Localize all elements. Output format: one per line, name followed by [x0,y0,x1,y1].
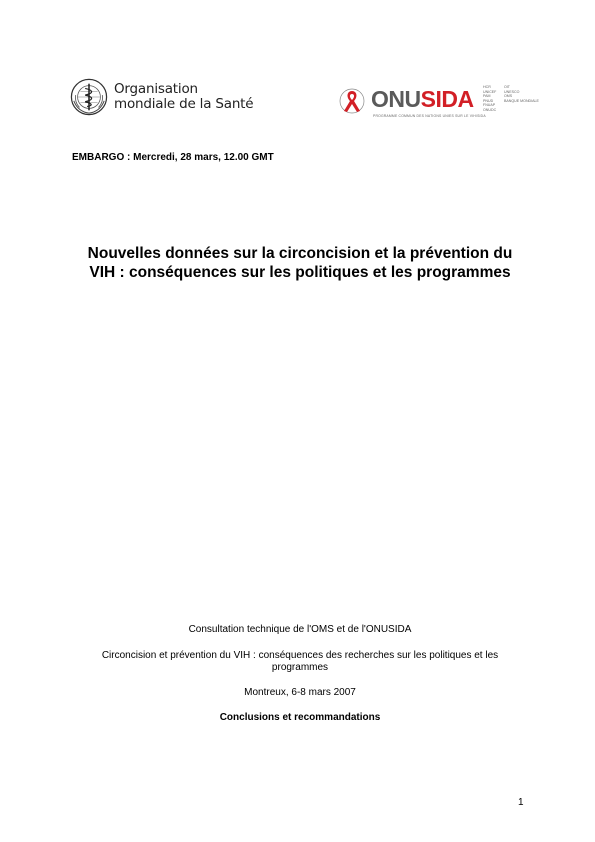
unaids-word-part2: SIDA [420,86,474,112]
who-name-line2: mondiale de la Santé [114,96,254,112]
who-emblem-icon [70,78,108,116]
who-logo [70,78,253,116]
unaids-wordmark [371,87,474,111]
who-name-line1: Organisation [114,81,198,97]
place-date: Montreux, 6-8 mars 2007 [244,687,356,698]
subject-line-2: programmes [271,662,329,673]
unaids-logo [338,82,539,122]
subject-line-1: Circoncision et prévention du VIH : conséquences des recherches sur les politiques et les [101,650,499,661]
consultation-line: Consultation technique de l'OMS et de l'ONUSIDA [188,624,412,635]
unaids-word-part1: ONU [371,86,421,112]
document-title [40,244,560,282]
page-number: 1 [518,797,524,808]
conclusions-heading: Conclusions et recommandations [219,712,381,723]
embargo-notice: EMBARGO : Mercredi, 28 mars, 12.00 GMT [72,152,274,163]
title-line-1: Nouvelles données sur la circoncision et la prévention du [87,245,513,262]
subject-text [40,650,560,674]
cosponsors-col2: OIT UNESCO OMS BANQUE MONDIALE [504,85,539,103]
unaids-tagline: PROGRAMME COMMUN DES NATIONS UNIES SUR LE VIH/SIDA [373,114,486,118]
title-line-2: VIH : conséquences sur les politiques et les programmes [89,264,511,281]
cosponsors-col1: HCR UNICEF PAM PNUD FNUAP ONUDC [483,85,497,112]
red-ribbon-icon [338,88,368,114]
